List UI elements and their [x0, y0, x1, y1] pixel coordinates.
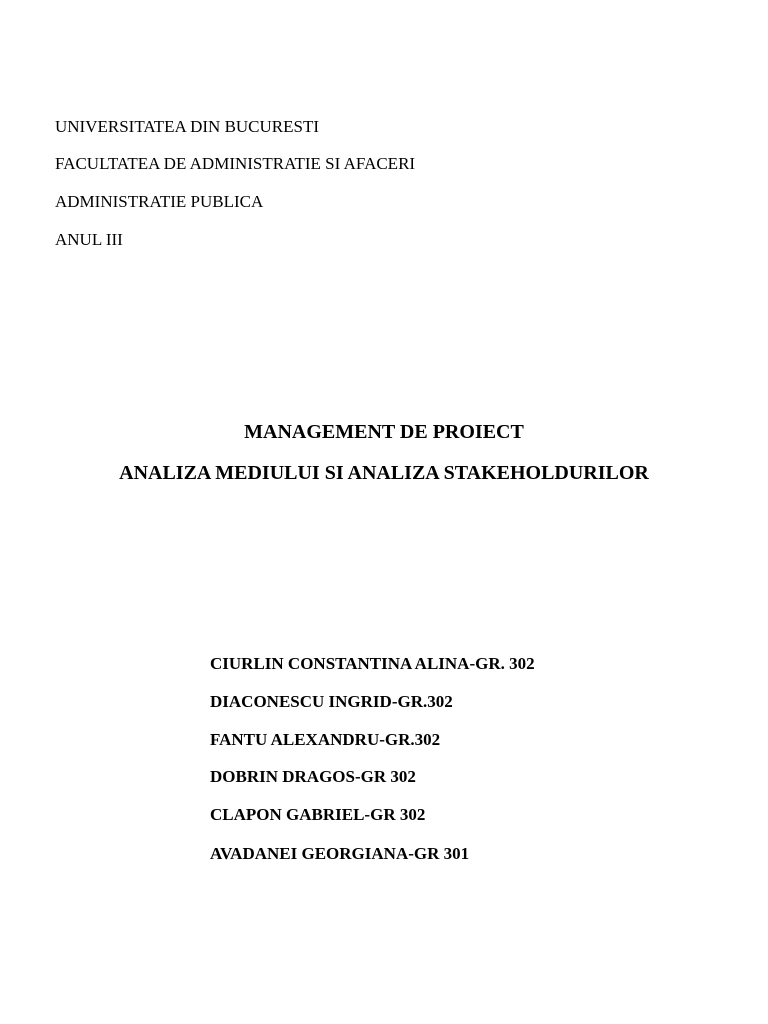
- document-title: ANALIZA MEDIULUI SI ANALIZA STAKEHOLDURILOR: [119, 462, 649, 484]
- author-entry: AVADANEI GEORGIANA-GR 301: [210, 844, 470, 863]
- course-title: MANAGEMENT DE PROIECT: [244, 421, 524, 443]
- author-entry: CIURLIN CONSTANTINA ALINA-GR. 302: [210, 654, 535, 673]
- author-entry: DOBRIN DRAGOS-GR 302: [210, 767, 416, 786]
- author-entry: CLAPON GABRIEL-GR 302: [210, 805, 426, 824]
- study-year: ANUL III: [55, 230, 123, 249]
- author-entry: FANTU ALEXANDRU-GR.302: [210, 730, 441, 749]
- university-name: UNIVERSITATEA DIN BUCURESTI: [55, 117, 320, 136]
- faculty-name: FACULTATEA DE ADMINISTRATIE SI AFACERI: [55, 154, 416, 173]
- specialization-name: ADMINISTRATIE PUBLICA: [55, 192, 264, 211]
- author-entry: DIACONESCU INGRID-GR.302: [210, 692, 453, 711]
